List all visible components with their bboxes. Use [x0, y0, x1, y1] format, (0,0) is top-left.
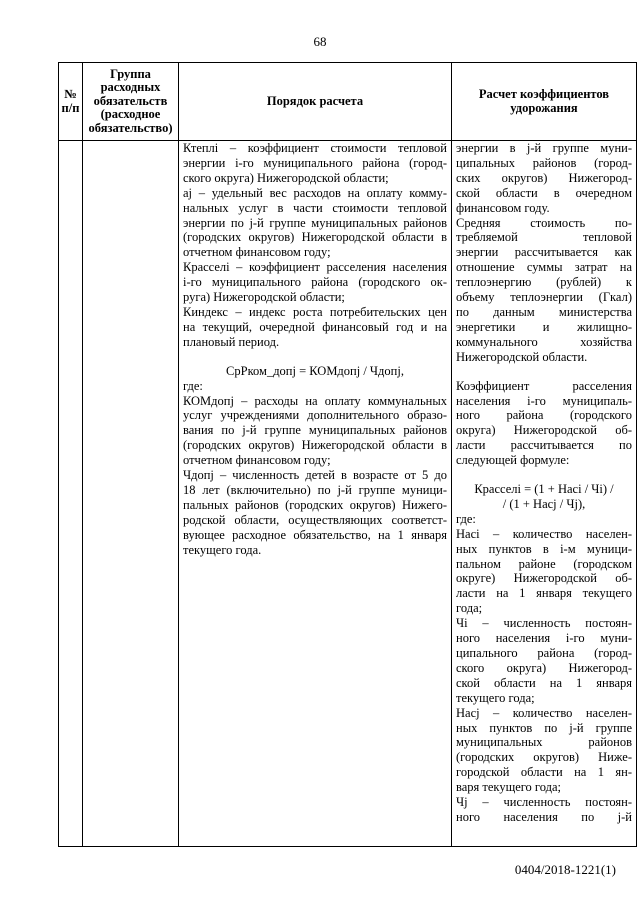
header-line: п/п — [61, 100, 80, 115]
text-line: ласти рассчитывается по — [456, 438, 632, 453]
header-line: № — [64, 86, 77, 101]
text-line: где: — [183, 378, 203, 393]
blank-line — [456, 468, 632, 482]
text-line: отчетном финансовом году; — [183, 453, 331, 468]
text-line: Чj – численность постоян- — [456, 795, 632, 810]
text-line: (городских округов) Нижегородской области в — [183, 230, 447, 245]
text-line: текущего года; — [456, 690, 535, 705]
cell-calculation-method — [179, 141, 452, 847]
header-line: (расходное — [100, 107, 161, 122]
text-line: ного населения і-го муни- — [456, 631, 632, 646]
header-obligation-group — [83, 63, 179, 141]
text-line: округа) Нижегородской об- — [456, 423, 632, 438]
header-line: обязательств — [93, 93, 168, 108]
table-header-row — [59, 63, 637, 141]
text-line: пальном районе (городском — [456, 556, 632, 571]
text-line: Чі – численность постоян- — [456, 616, 632, 631]
cell-number — [59, 141, 83, 847]
header-calculation-method — [179, 63, 452, 141]
text-line: ской области на 1 января — [456, 675, 632, 690]
text-line: (городских округов) Ниже- — [456, 750, 632, 765]
text-line: теплоэнергию (рублей) к — [456, 275, 632, 290]
text-line: где: — [456, 511, 476, 526]
text-line: Красселі – коэффициент расселения населения — [183, 260, 447, 275]
text-line: энергии рассчитывается как — [456, 245, 632, 260]
text-line: Ктеплі – коэффициент стоимости тепловой — [183, 141, 447, 155]
header-coefficient-calculation — [452, 63, 637, 141]
text-line: округе) Нижегородской об- — [456, 571, 632, 586]
text-line: aj – удельный вес расходов на оплату комму- — [183, 185, 447, 200]
text-line: Насі – количество населен- — [456, 526, 632, 541]
text-line: ных пунктов в і-м муници- — [456, 541, 632, 556]
text-line: руга) Нижегородской области; — [183, 290, 345, 305]
text-line: энергии в j-й группе муни- — [456, 141, 632, 155]
text-line: варя текущего года; — [456, 780, 562, 795]
header-line: Порядок расчета — [266, 93, 364, 108]
text-line: Чдопj – численность детей в возрасте от 5 до — [183, 468, 447, 483]
text-line: по данным министерства — [456, 304, 632, 319]
text-line: плановый период. — [183, 334, 280, 349]
text-line: Насj – количество населен- — [456, 705, 632, 720]
text-line: (городских округов) Нижегородской области в — [183, 438, 447, 453]
text-line: энергии і-го муниципального района (город- — [183, 155, 447, 170]
blank-line — [456, 365, 632, 379]
text-line: нальных услуг в части стоимости тепловой — [183, 200, 447, 215]
text-line: ского округа) Нижегород- — [456, 660, 632, 675]
cell-obligation-group — [83, 141, 179, 847]
text-line: муниципальных районов — [456, 735, 632, 750]
header-line: удорожания — [510, 100, 578, 115]
text-line: ласти на 1 января текущего — [456, 586, 632, 601]
text-line: і-го муниципального района (городского ок- — [183, 275, 447, 290]
text-line: текущего года. — [183, 542, 262, 557]
cell-coefficient-calculation — [452, 141, 637, 847]
text-line: ного района (городского — [456, 408, 632, 423]
text-line: энергетики и жилищно- — [456, 319, 632, 334]
text-line: коммунального хозяйства — [456, 334, 632, 349]
text-line: СрРком_допj = КОМдопj / Чдопj, — [226, 363, 404, 378]
text-line: ципального района (город- — [456, 646, 632, 660]
text-line: родской области, осуществляющих соответст- — [183, 512, 447, 527]
page-number: 68 — [313, 34, 327, 49]
text-line: Красселі = (1 + Насі / Чі) / — [474, 482, 614, 497]
text-line: Коэффициент расселения — [456, 378, 632, 393]
text-line: ных пунктов по j-й группе — [456, 720, 632, 735]
text-line: ских округов) Нижегород- — [456, 170, 632, 185]
calculation-table — [58, 62, 637, 847]
text-line: вания по j-й группе муниципальных районов — [183, 423, 447, 438]
table-row — [59, 141, 637, 847]
text-line: отношение суммы затрат на — [456, 260, 632, 275]
text-line: ного населения по j-й — [456, 809, 632, 824]
document-code: 0404/2018-1221(1) — [514, 862, 616, 877]
text-line: года; — [456, 601, 483, 616]
blank-line — [183, 350, 447, 364]
text-line: финансовом году. — [456, 200, 550, 215]
text-line: услуг учреждениями дополнительного образо- — [183, 408, 447, 423]
header-line: Расчет коэффициентов — [478, 86, 610, 101]
header-line: обязательство) — [88, 120, 173, 135]
text-line: / (1 + Насj / Чj), — [502, 496, 586, 511]
text-line: требляемой тепловой — [456, 230, 632, 245]
text-line: пальных районов (городских округов) Нижего- — [183, 497, 447, 512]
text-line: городской области на 1 ян- — [456, 765, 632, 780]
text-line: объему теплоэнергии (Гкал) — [456, 290, 632, 305]
text-line: ской области в очередном — [456, 185, 632, 200]
text-line: вующее расходное обязательство, на 1 января — [183, 527, 447, 542]
text-line: отчетном финансовом году; — [183, 245, 331, 260]
text-line: Нижегородской области. — [456, 349, 588, 364]
header-line: расходных — [100, 80, 161, 95]
header-number — [59, 63, 83, 141]
text-line: населения і-го муниципаль- — [456, 393, 632, 408]
text-line: Средняя стоимость по- — [456, 215, 632, 230]
text-line: на текущий, очередной финансовый год и на — [183, 319, 447, 334]
text-line: ского округа) Нижегородской области; — [183, 170, 389, 185]
text-line: следующей формуле: — [456, 453, 570, 468]
text-line: 18 лет (включительно) по j-й группе муници- — [183, 482, 447, 497]
text-line: КОМдопj – расходы на оплату коммунальных — [183, 393, 447, 408]
text-line: энергии по j-й группе муниципальных районов — [183, 215, 447, 230]
header-line: Группа — [110, 66, 151, 81]
text-line: Киндекс – индекс роста потребительских цен — [183, 304, 447, 319]
text-line: ципальных районов (город- — [456, 155, 632, 170]
